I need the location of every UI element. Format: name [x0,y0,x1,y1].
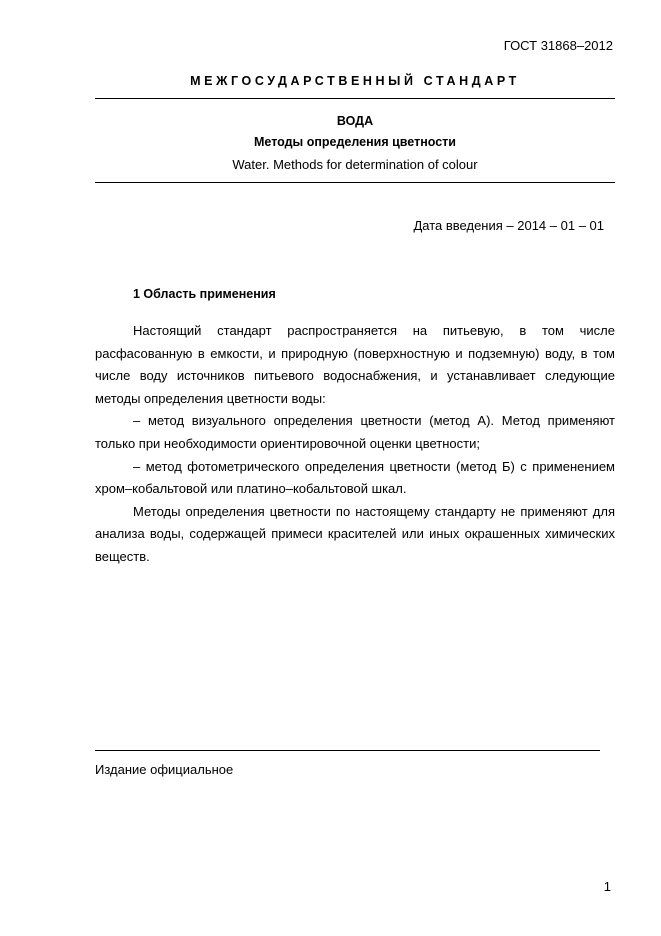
footnote-rule [95,750,600,751]
document-subtitle: Методы определения цветности [254,135,456,149]
paragraph-limitations: Методы определения цветности по настоящему стандарту не применяют для анализа воды, содержащей примеси красителей или иных окрашенных химических веществ. [95,503,615,564]
document-title: ВОДА [336,114,374,128]
english-title: Water. Methods for determination of colour [232,157,478,172]
document-code: ГОСТ 31868–2012 [503,38,613,53]
section-body [95,320,615,569]
standard-type-heading: МЕЖГОСУДАРСТВЕННЫЙ СТАНДАРТ [190,74,520,88]
page-number: 1 [603,879,611,894]
paragraph-scope: Настоящий стандарт распространяется на питьевую, в том числе расфасованную в емкости, и природную (поверхностную и подземную) воду, в том числе воду источников питьевого водоснабжения, и устанавливает следующие методы определения цветности воды: [95,323,615,406]
edition-note: Издание официальное [95,762,234,777]
paragraph-method-b: – метод фотометрического определения цветности (метод Б) с применением хром–кобальтовой или платино–кобальтовой шкал. [95,458,615,497]
section-heading: 1 Область применения [133,287,276,301]
title-block-top-rule [95,98,615,99]
effective-date: Дата введения – 2014 – 01 – 01 [413,218,604,233]
title-block-bottom-rule [95,182,615,183]
paragraph-method-a: – метод визуального определения цветности (метод А). Метод применяют только при необходимости ориентировочной оценки цветности; [95,413,615,451]
